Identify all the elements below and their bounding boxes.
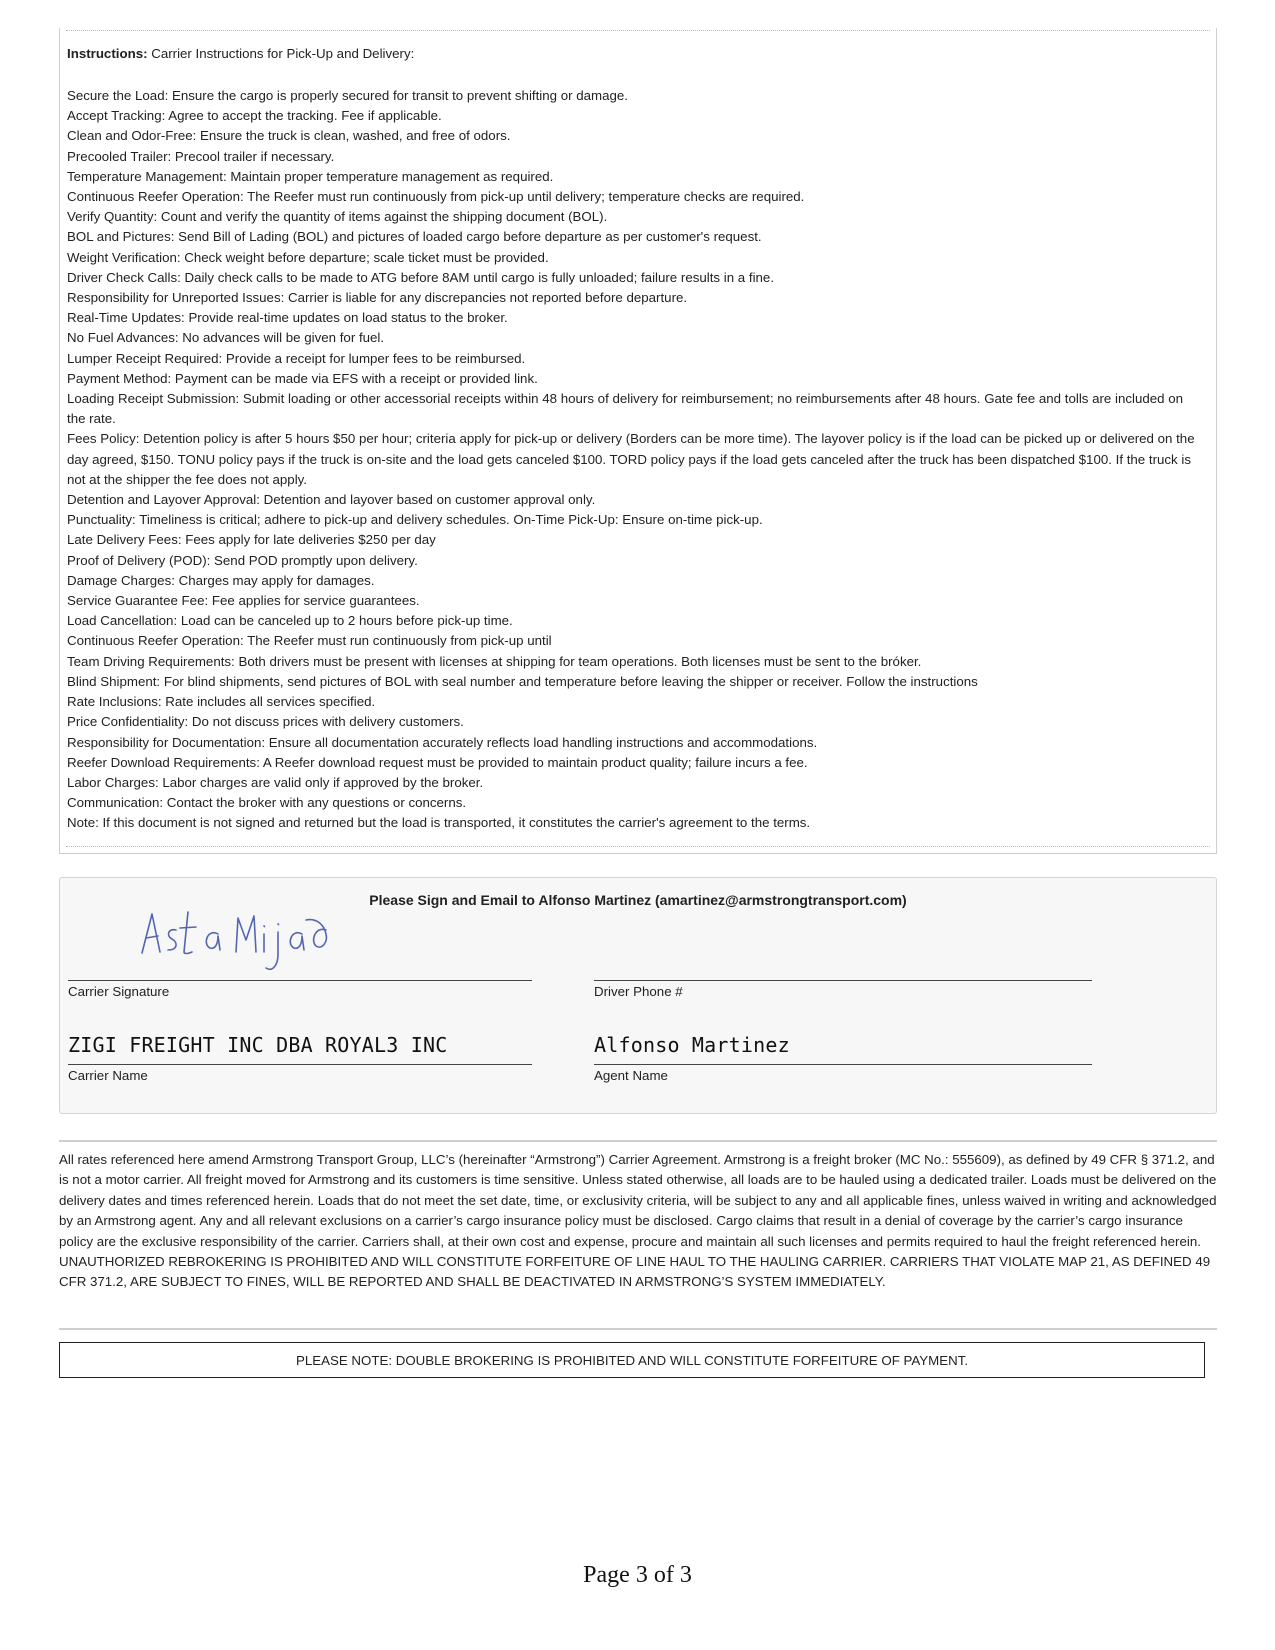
instructions-panel <box>59 28 1217 854</box>
instruction-item: Labor Charges: Labor charges are valid only if approved by the broker. <box>67 774 484 790</box>
driver-phone-label: Driver Phone # <box>594 984 683 999</box>
instruction-item: Responsibility for Documentation: Ensure all documentation accurately reflects load handling instructions and accommodations. <box>67 734 818 750</box>
instruction-item: Damage Charges: Charges may apply for damages. <box>67 572 375 588</box>
carrier-name-label: Carrier Name <box>68 1068 148 1083</box>
carrier-name-line <box>68 1064 532 1065</box>
instruction-item: Proof of Delivery (POD): Send POD promptly upon delivery. <box>67 552 418 568</box>
legal-disclaimer: All rates referenced here amend Armstrong Transport Group, LLC’s (hereinafter “Armstrong”) Carrier Agreement. Armstrong is a freight broker (MC No.: 555609), as defined by 49 CFR § 371.2, and is not a motor carrier. All freight moved for Armstrong and its customers is time sensitive. Unless stated otherwise, all loads are to be hauled using a dedicated trailer. Loads must be delivered on the delivery dates and times referenced herein. Loads that do not meet the set date, time, or exclusivity criteria, will be subject to any and all applicable fines, unless waived in writing and acknowledged by an Armstrong agent. Any and all relevant exclusions on a carrier’s cargo insurance policy must be disclosed. Cargo claims that result in a denial of coverage by the carrier’s cargo insurance policy are the exclusive responsibility of the carrier. Carriers shall, at their own cost and expense, procure and maintain all such licenses and permits required to haul the freight referenced herein. UNAUTHORIZED REBROKERING IS PROHIBITED AND WILL CONSTITUTE FORFEITURE OF LINE HAUL TO THE HAULING CARRIER. CARRIERS THAT VIOLATE MAP 21, AS DEFINED 49 CFR 371.2, ARE SUBJECT TO FINES, WILL BE REPORTED AND SHALL BE DEACTIVATED IN ARMSTRONG’S SYSTEM IMMEDIATELY. <box>59 1152 1217 1290</box>
carrier-name-field[interactable] <box>68 993 532 1083</box>
instruction-item: Reefer Download Requirements: A Reefer download request must be provided to maintain product quality; failure incurs a fee. <box>67 754 808 770</box>
instructions-heading-label: Instructions: <box>67 46 148 61</box>
agent-name-value: Alfonso Martinez <box>594 1033 790 1057</box>
carrier-signature-label: Carrier Signature <box>68 984 170 999</box>
instructions-heading <box>67 46 414 62</box>
double-brokering-notice-text: PLEASE NOTE: DOUBLE BROKERING IS PROHIBITED AND WILL CONSTITUTE FORFEITURE OF PAYMENT. <box>295 1352 969 1368</box>
instruction-item: Real-Time Updates: Provide real-time updates on load status to the broker. <box>67 310 508 326</box>
instructions-list <box>67 86 1205 834</box>
agent-name-label: Agent Name <box>594 1068 668 1083</box>
carrier-signature-field[interactable] <box>68 908 532 998</box>
instruction-item: Payment Method: Payment can be made via EFS with a receipt or provided link. <box>67 370 538 386</box>
instruction-item: Team Driving Requirements: Both drivers must be present with licenses at shipping for team operations. Both licenses must be sent to the bróker. <box>67 653 922 669</box>
divider <box>66 30 1210 31</box>
instruction-item: Weight Verification: Check weight before departure; scale ticket must be provided. <box>67 249 549 265</box>
instruction-item: Note: If this document is not signed and returned but the load is transported, it constitutes the carrier's agreement to the terms. <box>67 815 811 831</box>
instruction-item: Load Cancellation: Load can be canceled up to 2 hours before pick-up time. <box>67 613 513 629</box>
instruction-item: Temperature Management: Maintain proper temperature management as required. <box>67 168 554 184</box>
carrier-name-value: ZIGI FREIGHT INC DBA ROYAL3 INC <box>68 1033 448 1057</box>
instruction-item: Blind Shipment: For blind shipments, send pictures of BOL with seal number and temperature before leaving the shipper or receiver. Follow the instructions <box>67 673 978 689</box>
instruction-item: Service Guarantee Fee: Fee applies for service guarantees. <box>67 593 420 609</box>
signature-panel <box>59 877 1217 1114</box>
page-number: Page 3 of 3 <box>583 1562 692 1588</box>
instruction-item: Responsibility for Unreported Issues: Carrier is liable for any discrepancies not reported before departure. <box>67 290 688 306</box>
instruction-item: Late Delivery Fees: Fees apply for late deliveries $250 per day <box>67 532 436 548</box>
driver-phone-line <box>594 980 1092 981</box>
instruction-item: Precooled Trailer: Precool trailer if necessary. <box>67 148 335 164</box>
instruction-item: No Fuel Advances: No advances will be given for fuel. <box>67 330 385 346</box>
instruction-item: Accept Tracking: Agree to accept the tracking. Fee if applicable. <box>67 108 442 124</box>
instruction-item: Fees Policy: Detention policy is after 5 hours $50 per hour; criteria apply for pick-up or delivery (Borders can be more time). The layover policy is if the load can be picked up or delivered on the day agreed, $150. TONU policy pays if the truck is on-site and the load gets canceled $100. TORD policy pays if the load gets canceled after the truck has been dispatched $100. If the truck is not at the shipper the fee does not apply. <box>67 431 1195 487</box>
instruction-item: Detention and Layover Approval: Detention and layover based on customer approval only. <box>67 492 596 508</box>
instruction-item: Lumper Receipt Required: Provide a receipt for lumper fees to be reimbursed. <box>67 350 526 366</box>
divider <box>66 846 1210 847</box>
signature-panel-title: Please Sign and Email to Alfonso Martinez (amartinez@armstrongtransport.com) <box>369 892 907 908</box>
instruction-item: Loading Receipt Submission: Submit loading or other accessorial receipts within 48 hours of delivery for reimbursement; no reimbursements after 48 hours. Gate fee and tolls are included on the rate. <box>67 391 1184 427</box>
agent-name-line <box>594 1064 1092 1065</box>
instruction-item: Secure the Load: Ensure the cargo is properly secured for transit to prevent shifting or damage. <box>67 88 628 103</box>
instruction-item: Rate Inclusions: Rate includes all services specified. <box>67 694 376 710</box>
signature-line <box>68 980 532 981</box>
instruction-item: Continuous Reefer Operation: The Reefer must run continuously from pick-up until <box>67 633 552 649</box>
double-brokering-notice <box>59 1342 1205 1378</box>
carrier-signature-image <box>136 908 336 980</box>
instruction-item: Punctuality: Timeliness is critical; adhere to pick-up and delivery schedules. On-Time Pick-Up: Ensure on-time pick-up. <box>67 512 763 528</box>
instruction-item: Clean and Odor-Free: Ensure the truck is clean, washed, and free of odors. <box>67 128 511 144</box>
agent-name-field[interactable] <box>594 993 1092 1083</box>
instruction-item: Driver Check Calls: Daily check calls to be made to ATG before 8AM until cargo is fully unloaded; failure results in a fine. <box>67 269 775 285</box>
divider <box>59 1140 1217 1142</box>
instruction-item: BOL and Pictures: Send Bill of Lading (BOL) and pictures of loaded cargo before departure as per customer's request. <box>67 229 762 245</box>
instruction-item: Continuous Reefer Operation: The Reefer must run continuously from pick-up until delivery; temperature checks are required. <box>67 189 805 205</box>
instructions-heading-text: Carrier Instructions for Pick-Up and Delivery: <box>147 46 415 61</box>
instruction-item: Price Confidentiality: Do not discuss prices with delivery customers. <box>67 714 464 730</box>
instruction-item: Verify Quantity: Count and verify the quantity of items against the shipping document (BOL). <box>67 209 608 225</box>
instruction-item: Communication: Contact the broker with any questions or concerns. <box>67 795 467 811</box>
divider <box>59 1328 1217 1330</box>
driver-phone-field[interactable] <box>594 908 1092 998</box>
